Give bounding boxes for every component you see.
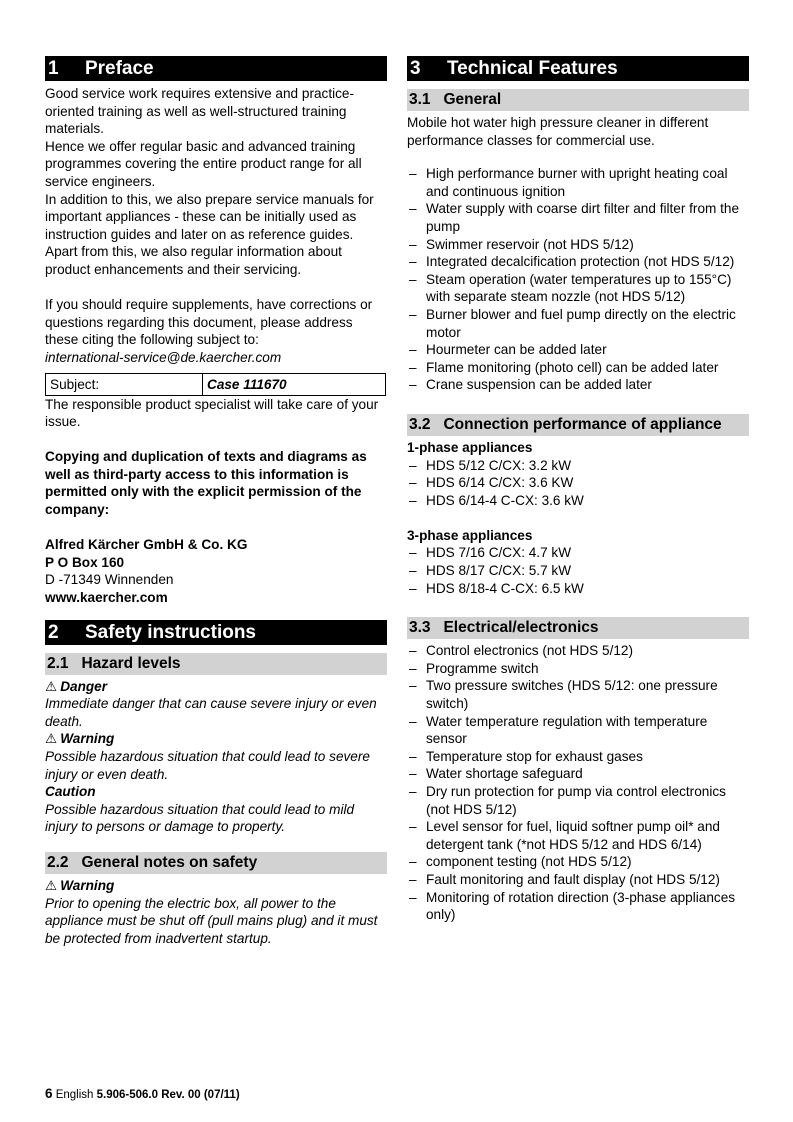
- section-heading-technical-features: 3 Technical Features: [407, 56, 749, 81]
- list-item: – HDS 8/18-4 C-CX: 6.5 kW: [407, 580, 749, 598]
- company-po-box: P O Box 160: [45, 554, 125, 570]
- warning-triangle-icon: ⚠: [45, 678, 58, 694]
- subject-value: Case 111670: [203, 373, 386, 395]
- single-phase-list: [407, 457, 749, 510]
- list-item: – Level sensor for fuel, liquid softner pump oil* and detergent tank (*not HDS 5/12 and HDS 6/14): [407, 818, 749, 853]
- preface-paragraph: If you should require supplements, have corrections or questions regarding this document, please address these citing the following subject to:: [45, 297, 373, 348]
- section-heading-safety: 2 Safety instructions: [45, 620, 387, 645]
- subsection-heading-electrical: 3.3 Electrical/electronics: [407, 617, 749, 639]
- subject-table: [45, 373, 386, 396]
- list-item: – High performance burner with upright heating coal and continuous ignition: [407, 165, 749, 200]
- copyright-notice: Copying and duplication of texts and diagrams as well as third-party access to this information is permitted only with the explicit permission of the company:: [45, 449, 367, 518]
- subsection-heading-general-safety: 2.2 General notes on safety: [45, 852, 387, 874]
- preface-paragraph: Apart from this, we also regular information about product enhancements and their servicing.: [45, 244, 342, 277]
- warning-title: ⚠ Warning: [45, 731, 115, 747]
- three-phase-list: [407, 544, 749, 597]
- list-item: – Burner blower and fuel pump directly on the electric motor: [407, 306, 749, 341]
- caution-text: Possible hazardous situation that could lead to mild injury to persons or damage to property.: [45, 801, 355, 835]
- list-item: – Water temperature regulation with temperature sensor: [407, 713, 749, 748]
- list-item: – HDS 6/14 C/CX: 3.6 KW: [407, 474, 749, 492]
- caution-title: Caution: [45, 784, 96, 800]
- list-item: – Water shortage safeguard: [407, 765, 749, 783]
- subsection-heading-connection-performance: 3.2 Connection performance of appliance: [407, 414, 749, 436]
- list-item: – Programme switch: [407, 660, 749, 678]
- list-item: – Temperature stop for exhaust gases: [407, 748, 749, 766]
- company-website: www.kaercher.com: [45, 590, 168, 606]
- company-city: D -71349 Winnenden: [45, 572, 174, 588]
- subject-label: Subject:: [46, 373, 203, 395]
- list-item: – HDS 7/16 C/CX: 4.7 kW: [407, 544, 749, 562]
- list-item: – Flame monitoring (photo cell) can be added later: [407, 359, 749, 377]
- single-phase-title: 1-phase appliances: [407, 439, 533, 455]
- list-item: – Steam operation (water temperatures up to 155°C) with separate steam nozzle (not HDS 5/12): [407, 271, 749, 306]
- three-phase-title: 3-phase appliances: [407, 527, 533, 543]
- warning-triangle-icon: ⚠: [45, 877, 58, 893]
- section-heading-preface: 1 Preface: [45, 56, 387, 81]
- danger-text: Immediate danger that can cause severe injury or even death.: [45, 696, 377, 729]
- footer-language: English: [55, 1089, 94, 1101]
- list-item: – HDS 6/14-4 C-CX: 3.6 kW: [407, 492, 749, 510]
- preface-paragraph: In addition to this, we also prepare service manuals for important appliances - these can be initially used as instruction guides and later on as reference guides.: [45, 191, 374, 242]
- subsection-heading-general: 3.1 General: [407, 89, 749, 111]
- subsection-heading-hazard-levels: 2.1 Hazard levels: [45, 653, 387, 675]
- right-column: [407, 56, 749, 924]
- list-item: – HDS 5/12 C/CX: 3.2 kW: [407, 457, 749, 475]
- contact-email: international-service@de.kaercher.com: [45, 349, 282, 365]
- preface-paragraph: The responsible product specialist will take care of your issue.: [45, 396, 379, 430]
- warning-text: Possible hazardous situation that could lead to severe injury or even death.: [45, 749, 370, 782]
- electrical-list: [407, 642, 749, 924]
- warning-text: Prior to opening the electric box, all power to the appliance must be shut off (pull mains plug) and it must be protected from inadvertent startup.: [45, 895, 378, 946]
- list-item: – Dry run protection for pump via control electronics (not HDS 5/12): [407, 783, 749, 818]
- list-item: – Hourmeter can be added later: [407, 341, 749, 359]
- list-item: – Crane suspension can be added later: [407, 376, 749, 394]
- list-item: – Integrated decalcification protection (not HDS 5/12): [407, 253, 749, 271]
- left-column: [45, 56, 387, 947]
- footer-doc-number: 5.906-506.0 Rev. 00 (07/11): [96, 1089, 240, 1101]
- danger-title: ⚠ Danger: [45, 678, 108, 694]
- list-item: – Water supply with coarse dirt filter and filter from the pump: [407, 200, 749, 235]
- preface-paragraph: Good service work requires extensive and practice-oriented training as well as well-structured training materials.: [45, 86, 355, 137]
- general-intro: Mobile hot water high pressure cleaner in different performance classes for commercial use.: [407, 115, 709, 148]
- features-list: [407, 165, 749, 394]
- page-number: 6: [45, 1086, 53, 1101]
- list-item: – Monitoring of rotation direction (3-phase appliances only): [407, 889, 749, 924]
- page-footer: [45, 1085, 240, 1105]
- company-name: Alfred Kärcher GmbH & Co. KG: [45, 537, 248, 553]
- warning-triangle-icon: ⚠: [45, 731, 58, 747]
- list-item: – Two pressure switches (HDS 5/12: one pressure switch): [407, 677, 749, 712]
- warning-title: ⚠ Warning: [45, 877, 115, 893]
- list-item: – Fault monitoring and fault display (not HDS 5/12): [407, 871, 749, 889]
- list-item: – Swimmer reservoir (not HDS 5/12): [407, 236, 749, 254]
- list-item: – HDS 8/17 C/CX: 5.7 kW: [407, 562, 749, 580]
- list-item: – component testing (not HDS 5/12): [407, 853, 749, 871]
- list-item: – Control electronics (not HDS 5/12): [407, 642, 749, 660]
- preface-paragraph: Hence we offer regular basic and advanced training programmes covering the entire product range for all service engineers.: [45, 138, 362, 189]
